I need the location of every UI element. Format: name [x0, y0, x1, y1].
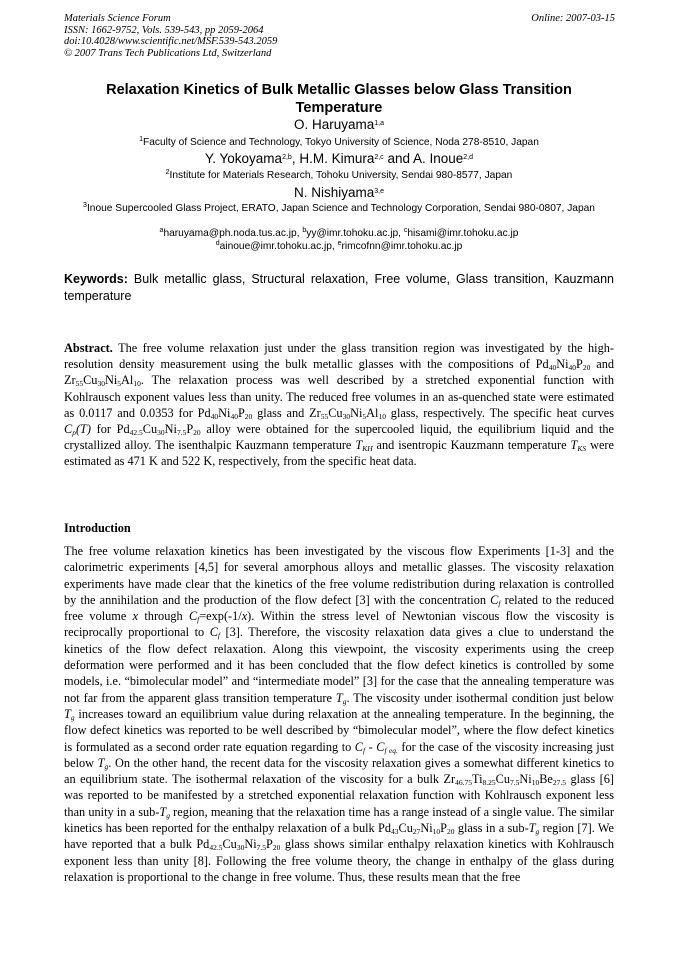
text-run: for the case of the viscosity increasing just below [64, 739, 615, 770]
subscript: 40 [568, 363, 576, 373]
affiliation-text: Inoue Supercooled Glass Project, ERATO, Japan Science and Technology Corporation, Sendai 980-0807, Japan [86, 203, 595, 214]
email-address: hisami@imr.tohoku.ac.jp [407, 228, 519, 239]
subscript: 20 [244, 411, 253, 421]
email-address: yy@imr.tohoku.ac.jp, [306, 228, 404, 239]
subscript: 20 [582, 363, 591, 373]
subscript: 46.75 [455, 778, 473, 788]
text-run: related to the reduced free volume [64, 592, 614, 624]
symbol: C [64, 422, 73, 437]
email-superscript: b [302, 227, 307, 234]
symbol-subscript: g [70, 712, 75, 722]
author-superscript: 2,c [374, 154, 384, 161]
symbol-subscript: f [498, 598, 501, 608]
journal-doi: doi:10.4028/www.scientific.net/MSF.539-543.2059 [64, 36, 278, 48]
subscript: 55 [75, 379, 84, 389]
text-run: Cu [142, 422, 158, 437]
subscript: 55 [320, 411, 329, 421]
subscript: 7.5 [256, 843, 266, 853]
text-run: Al [121, 373, 134, 388]
text-run: [3]. Therefore, the viscosity relaxation data gives a clue to understand the kinetics of the flow defect relaxation. Along this viewpoint, the viscosity experiments using the creep deformation were performed and it has been concluded that the flow defect kinetics is controlled by some models, i.e. “bimolecular model” and “intermediate model” [3] for the case that the annealing temperature was not far from the apparent glass transition temperature [64, 625, 614, 705]
symbol-subscript: f [363, 745, 366, 755]
keywords-text: Bulk metallic glass, Structural relaxation, Free volume, Glass transition, Kauzmann temperature [64, 272, 614, 303]
subscript: 10 [531, 778, 540, 788]
affiliation-superscript: 3 [83, 202, 87, 209]
text-run: Cu [328, 405, 343, 420]
email-line-2 [64, 240, 614, 253]
author-name: A. Inoue [412, 151, 464, 166]
text-run: were estimated as 471 K and 522 K, respectively, from the specific heat data. [64, 438, 614, 469]
text-run: . The viscosity under isothermal condition just below [346, 690, 614, 705]
text-run: P [576, 357, 583, 372]
symbol-subscript: f [217, 631, 220, 641]
text-run: Ni [420, 821, 433, 836]
text-run: Cu [495, 772, 511, 787]
symbol-subscript: KH [362, 444, 373, 454]
text-run: Ni [519, 772, 532, 787]
symbol-subscript: g [342, 696, 347, 706]
symbol: T [64, 706, 71, 721]
subscript: 7.5 [510, 778, 520, 788]
text-run: The free volume relaxation kinetics has been investigated by the viscous flow Experiments [1-3] and the calorimetric experiments [4,5] for several amorphous alloys and metallic glasses. The viscosity relaxation experiments have made clear that the kinetics of the free volume redistribution during relaxation is controlled by the annihilation and the production of the flow defect [3] with the concentration [64, 544, 614, 607]
text-run: Ni [218, 405, 231, 420]
email-address: ainoue@imr.tohoku.ac.jp, [219, 241, 338, 252]
email-line-1 [64, 227, 614, 240]
author-separator: , [291, 151, 300, 166]
subscript: 30 [97, 379, 105, 389]
text-run: glass [6] was reported to be manifested by a stretched exponential relaxation function with Kohlrausch exponent less than unity in a sub- [64, 772, 614, 819]
text-run: . On the other hand, the recent data for the viscosity relaxation gives a somewhat different kinetics to an equilibrium state. The isothermal relaxation of the viscosity for a bulk Zr [64, 755, 614, 787]
email-superscript: a [159, 227, 164, 234]
text-run: glass, respectively. The specific heat curves [385, 405, 614, 420]
symbol-subscript: p [72, 428, 76, 438]
author-line-2 [64, 151, 614, 167]
text-run: glass and Zr [252, 405, 321, 420]
abstract [64, 340, 614, 470]
subscript: 30 [157, 428, 165, 438]
text-run: and isentropic Kauzmann temperature [372, 438, 571, 453]
online-date: Online: 2007-03-15 [531, 13, 615, 24]
symbol-subscript: g [166, 810, 170, 820]
author-name: Y. Yokoyama [205, 151, 283, 166]
symbol: T [335, 690, 343, 705]
text-run: region [7]. We have reported that a bulk Pd [64, 821, 614, 852]
subscript: 10 [378, 411, 386, 421]
journal-issn: ISSN: 1662-9752, Vols. 539-543, pp 2059-2064 [64, 24, 264, 36]
author-line-3 [64, 185, 614, 201]
text-run: Cu [222, 837, 237, 852]
keywords-label: Keywords: [64, 272, 128, 286]
author-line-1 [64, 117, 614, 133]
symbol-subscript: f [197, 615, 200, 625]
text-run: Ni [104, 373, 118, 388]
text-run: Ni [244, 837, 257, 852]
subscript [384, 746, 397, 755]
subscript: 27.5 [552, 778, 566, 788]
email-superscript: e [337, 240, 342, 247]
symbol: C [490, 592, 499, 607]
email-address: haruyama@ph.noda.tus.ac.jp, [163, 228, 303, 239]
symbol-subscript: g [535, 827, 540, 837]
subscript: 30 [342, 411, 351, 421]
author-superscript: 3,e [374, 188, 384, 195]
subscript [577, 444, 586, 453]
subscript: 30 [236, 843, 245, 853]
subscript: 10 [432, 827, 441, 837]
subscript: 7.5 [176, 428, 187, 438]
text-run: P [440, 821, 448, 836]
subscript: 5 [362, 411, 367, 421]
subscript: 20 [447, 827, 455, 837]
symbol: C [188, 609, 198, 624]
text-run: Cu [83, 373, 98, 388]
affiliation-2 [64, 169, 614, 182]
text-run: alloy were obtained for the supercooled liquid, the equilibrium liquid and the crystallized alloy. The isenthalpic Kauzmann temperature [64, 422, 614, 453]
symbol-subscript: f eq. [384, 745, 398, 755]
text-run: Ni [350, 405, 363, 420]
abstract-label: Abstract. [64, 341, 113, 355]
symbol-subscript: g [104, 761, 109, 771]
subscript: 40 [210, 411, 219, 421]
symbol: T [570, 438, 578, 453]
symbol: T [355, 438, 363, 453]
symbol: C [376, 739, 385, 754]
subscript: 5 [117, 379, 122, 389]
subscript: 40 [230, 411, 238, 421]
text-run: Ti [472, 772, 483, 787]
subscript: 20 [193, 428, 201, 438]
subscript: 43 [391, 827, 399, 837]
email-address: rimcofnn@imr.tohoku.ac.jp [341, 241, 463, 252]
text-run: The free volume relaxation just under the glass transition region was investigated by the high-resolution density measurement using the bulk metallic glasses with the compositions of Pd [64, 341, 614, 372]
text-run: =exp(-1/ [199, 609, 242, 624]
affiliation-1 [64, 136, 614, 149]
keywords [64, 271, 614, 305]
text-run: through [138, 609, 189, 624]
subscript [362, 444, 372, 453]
symbol: T [528, 821, 536, 836]
text-run: Ni [164, 422, 177, 437]
author-superscript: 1,a [374, 120, 384, 127]
text-run: glass in a sub- [454, 821, 529, 836]
symbol: T [97, 755, 105, 770]
text-run: increases toward an equilibrium value during relaxation at the annealing temperature. In the beginning, the flow defect kinetics was reported to be well described by “bimolecular model”, where the flow defect kinetics is formulated as a second order rate equation regarding to [64, 706, 614, 754]
subscript: 20 [272, 843, 281, 853]
symbol: (T) [75, 422, 91, 437]
text-run: Be [539, 772, 553, 787]
text-run: . The relaxation process was well described by a stretched exponential function with Kohlrausch exponent values less than unity. The reduced free volumes in an as-quenched state were estimated as 0.0117 and 0.0353 for Pd [64, 373, 614, 420]
subscript: 40 [548, 363, 557, 373]
email-superscript: c [403, 227, 408, 234]
author-separator: and [383, 151, 413, 166]
introduction-body [64, 543, 614, 885]
author-superscript: 2,b [282, 154, 292, 161]
email-superscript: d [215, 240, 220, 247]
text-run: P [237, 405, 245, 420]
text-run: and Zr [64, 357, 614, 388]
author-superscript: 2,d [463, 154, 473, 161]
text-run: - [365, 739, 377, 754]
text-run: ). Within the stress level of Newtonian viscous flow the viscosity is reciprocally proportional to [64, 609, 614, 640]
subscript: 27 [412, 827, 421, 837]
text-run: Cu [398, 821, 413, 836]
journal-copyright: © 2007 Trans Tech Publications Ltd, Switzerland [64, 47, 272, 59]
subscript: 42.5 [129, 428, 143, 438]
symbol: C [354, 739, 363, 754]
affiliation-superscript: 2 [165, 169, 170, 176]
text-run: glass shows similar enthalpy relaxation kinetics with Kohlrausch exponent less than unity [8]. Following the free volume theory, the change in enthalpy of the glass during relaxation is proportional to the change in free volume. Thus, these results mean that the free [64, 837, 614, 884]
symbol: T [159, 804, 167, 819]
subscript: 10 [133, 379, 141, 389]
subscript: 42.5 [209, 843, 223, 853]
affiliation-text: Faculty of Science and Technology, Tokyo University of Science, Noda 278-8510, Japan [143, 137, 539, 148]
text-run: P [186, 422, 194, 437]
subscript: 8.25 [482, 778, 496, 788]
author-name: H.M. Kimura [299, 151, 375, 166]
symbol: x [241, 609, 248, 624]
affiliation-3 [64, 202, 614, 215]
text-run: region, meaning that the relaxation time has a range instead of a single value. The similar kinetics has been reported for the enthalpy relaxation of a bulk Pd [64, 804, 614, 836]
text-run: for Pd [90, 422, 130, 437]
text-run: Ni [556, 357, 569, 372]
author-name: N. Nishiyama [293, 185, 375, 200]
paper-title: Relaxation Kinetics of Bulk Metallic Glasses below Glass Transition Temperature [106, 82, 572, 116]
affiliation-text: Institute for Materials Research, Tohoku University, Sendai 980-8577, Japan [169, 170, 513, 181]
text-run: Al [366, 405, 379, 420]
symbol-subscript: KS [577, 444, 587, 454]
symbol: x [132, 609, 139, 624]
journal-name: Materials Science Forum [64, 13, 171, 24]
affiliation-superscript: 1 [139, 136, 144, 143]
section-heading-introduction: Introduction [64, 521, 131, 535]
text-run: P [266, 837, 273, 852]
symbol: C [209, 625, 218, 640]
author-name: O. Haruyama [293, 117, 375, 132]
